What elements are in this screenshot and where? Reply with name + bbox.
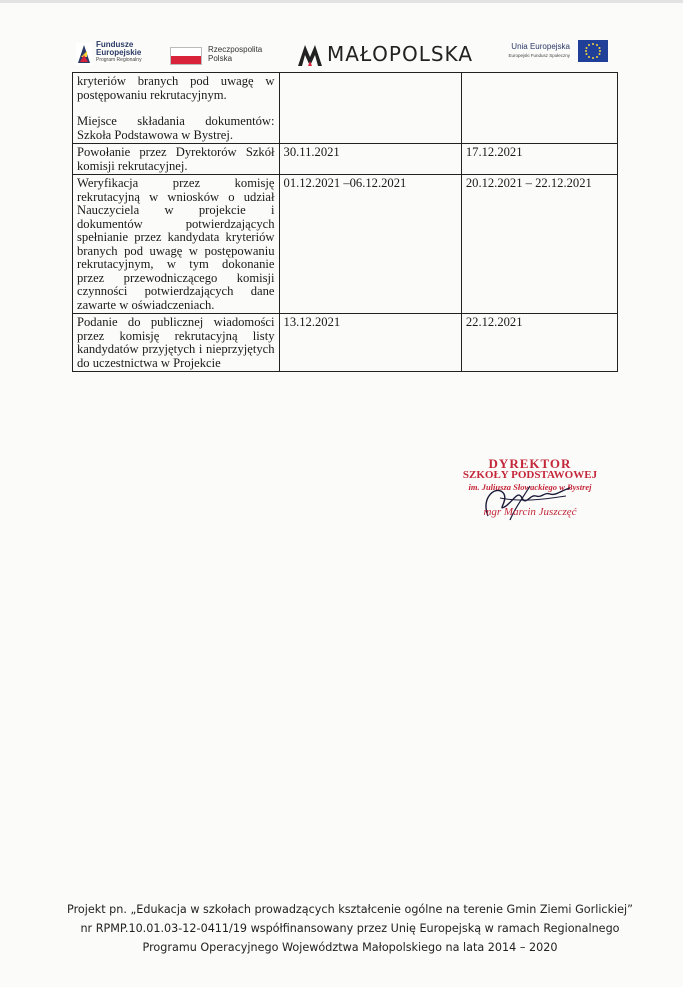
footer-line1: Projekt pn. „Edukacja w szkołach prowadzących kształcenie ogólne na terenie Gmin Ziemi Gorlickiej” (67, 903, 633, 916)
table-row (73, 314, 618, 372)
row1-text-a: kryteriów branych pod uwagę w postępowaniu rekrutacyjnym. (77, 74, 275, 102)
fe-line2: Europejskie (96, 48, 142, 57)
fe-line1: Fundusze (96, 40, 134, 49)
stamp-line2: SZKOŁY PODSTAWOWEJ (462, 469, 598, 481)
ue-line1: Unia Europejska (511, 42, 570, 51)
table-cell: 01.12.2021 –06.12.2021 (279, 175, 461, 314)
stamp-line3: im. Juliusza Słowackiego w Bystrej (468, 482, 592, 492)
table-cell: 13.12.2021 (279, 314, 461, 372)
unia-europejska-logo (490, 40, 610, 68)
rp-line1: Rzeczpospolita (208, 45, 263, 54)
recruitment-schedule-table (72, 72, 618, 372)
table-cell: 30.11.2021 (279, 144, 461, 175)
malopolska-mountain-icon (297, 43, 323, 67)
footer-line3: Programu Operacyjnego Województwa Małopolskiego na lata 2014 – 2020 (142, 941, 558, 954)
table-row (73, 144, 618, 175)
table-row (73, 73, 618, 144)
row1-text-b: Miejsce składania dokumentów: Szkoła Podstawowa w Bystrej. (77, 114, 275, 142)
fundusze-europejskie-logo (76, 41, 166, 69)
polish-flag-icon (170, 47, 202, 65)
table-row (73, 175, 618, 314)
table-cell: 17.12.2021 (461, 144, 617, 175)
rp-line2: Polska (208, 54, 233, 63)
table-cell: Weryfikacja przez komisję rekrutacyjną w wniosków o udział Nauczyciela w projekcie i dokumentów potwierdzających spełnianie przez kandydata kryteriów branych pod uwagę w postępowaniu rekrutacyjnym, w tym dokonanie przez przewodniczącego komisji czynności potwierdzających dane zawarte w oświadczeniach. (73, 175, 280, 314)
header-logos (0, 38, 683, 72)
director-stamp (440, 456, 640, 536)
table-cell: Powołanie przez Dyrektorów Szkół komisji rekrutacyjnej. (73, 144, 280, 175)
rzeczpospolita-logo (170, 43, 280, 67)
project-footer (60, 900, 640, 957)
scan-top-edge (0, 0, 683, 3)
footer-line2: nr RPMP.10.01.03-12-0411/19 współfinansowany przez Unię Europejską w ramach Regionalnego (80, 922, 620, 935)
handwritten-signature (470, 476, 590, 526)
table-cell (73, 73, 280, 144)
table-cell: 20.12.2021 – 22.12.2021 (461, 175, 617, 314)
eu-flag-icon (578, 40, 608, 62)
stamp-line1: DYREKTOR (488, 456, 572, 471)
malopolska-logo (297, 40, 477, 70)
fe-star-icon (76, 43, 92, 65)
table-cell: 22.12.2021 (461, 314, 617, 372)
ue-line2: Europejski Fundusz Społeczny (508, 53, 570, 58)
table-cell (461, 73, 617, 144)
table-cell (279, 73, 461, 144)
fe-line3: Program Regionalny (96, 57, 142, 63)
table-cell: Podanie do publicznej wiadomości przez komisję rekrutacyjną listy kandydatów przyjętych i nieprzyjętych do uczestnictwa w Projekcie (73, 314, 280, 372)
stamp-line4: mgr Marcin Juszczęć (483, 506, 577, 518)
malopolska-name: MAŁOPOLSKA (327, 42, 474, 66)
